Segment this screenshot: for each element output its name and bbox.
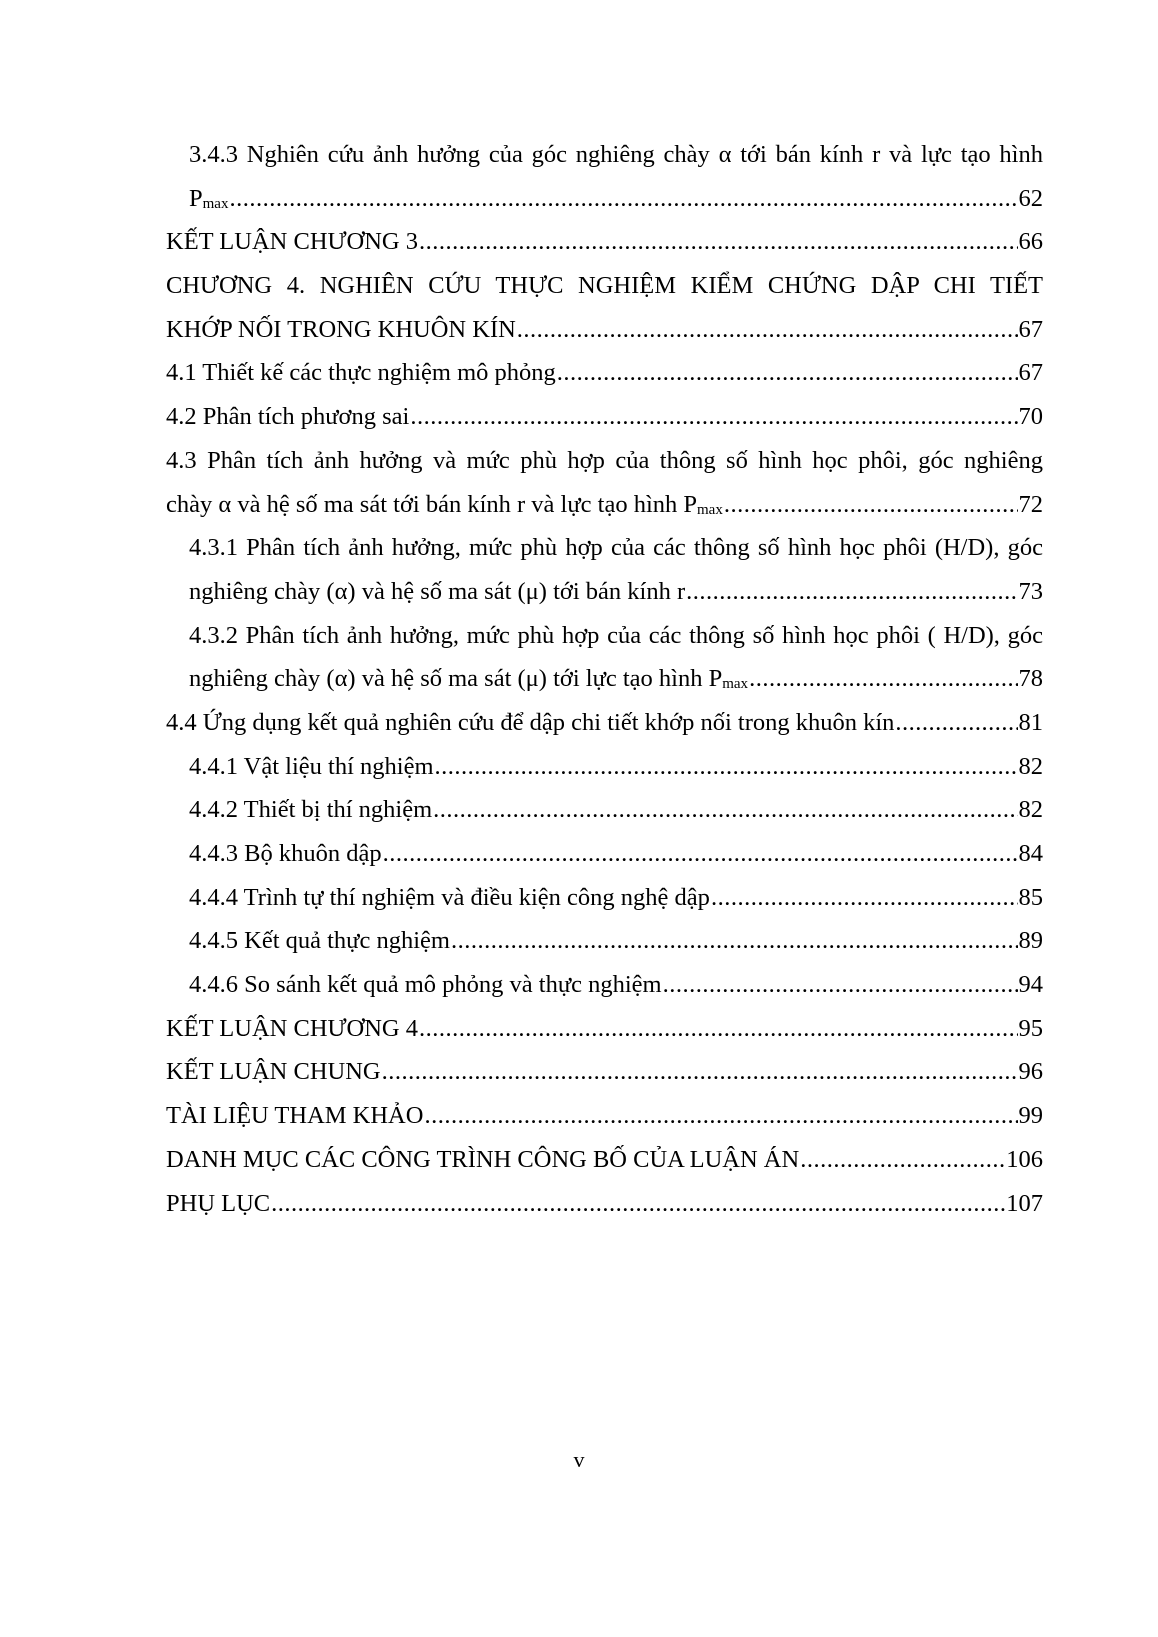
toc-entry-3-4-3-line1[interactable] (166, 133, 1043, 177)
toc-entry-4-4-6[interactable] (166, 963, 1043, 1007)
dot-leader (451, 919, 1018, 963)
toc-entry-4-3-line2[interactable] (166, 483, 1043, 527)
toc-entry-tai-lieu-tham-khao[interactable] (166, 1094, 1043, 1138)
dot-leader (383, 832, 1018, 876)
dot-leader (711, 876, 1018, 920)
toc-entry-chuong-4-line2[interactable] (166, 308, 1043, 352)
toc-entry-text: KẾT LUẬN CHƯƠNG 3 (166, 228, 418, 256)
toc-page-number: 84 (1018, 840, 1043, 867)
toc-entry-text: CHƯƠNG 4. NGHIÊN CỨU THỰC NGHIỆM KIỂM CHỨNG DẬP CHI TIẾT (166, 272, 1043, 300)
toc-page-number: 67 (1018, 315, 1043, 343)
toc-page-number: 89 (1018, 927, 1043, 955)
toc-entry-text: 4.4.3 Bộ khuôn dập (189, 840, 382, 867)
toc-entry-4-3-1-line1[interactable] (166, 526, 1043, 570)
toc-page-number: 107 (1006, 1189, 1043, 1217)
dot-leader (382, 1050, 1018, 1094)
toc-entry-phu-luc[interactable] (166, 1182, 1043, 1226)
dot-leader (419, 220, 1018, 264)
toc-entry-text: 4.4.2 Thiết bị thí nghiệm (189, 796, 433, 824)
dot-leader (663, 963, 1018, 1007)
toc-entry-4-4-2[interactable] (166, 788, 1043, 832)
toc-entry-text: 4.2 Phân tích phương sai (166, 403, 410, 431)
dot-leader (724, 483, 1018, 527)
toc-entry-text: KHỚP NỐI TRONG KHUÔN KÍN (166, 315, 516, 343)
dot-leader (686, 570, 1017, 614)
toc-entry-4-2[interactable] (166, 395, 1043, 439)
toc-entry-4-3-1-line2[interactable] (166, 570, 1043, 614)
toc-entry-4-4-5[interactable] (166, 919, 1043, 963)
toc-entry-4-4-3[interactable] (166, 832, 1043, 876)
toc-page-number: 73 (1018, 577, 1043, 605)
toc-entry-text: KẾT LUẬN CHUNG (166, 1058, 381, 1086)
toc-page-number: 72 (1018, 490, 1043, 518)
dot-leader (229, 177, 1017, 221)
dot-leader (895, 701, 1017, 745)
toc-entry-text: 4.3.1 Phân tích ảnh hưởng, mức phù hợp của các thông số hình học phôi (H/D), góc (189, 534, 1043, 562)
toc-page-number: 78 (1018, 665, 1043, 693)
toc-entry-4-4[interactable] (166, 701, 1043, 745)
toc-page-number: 70 (1018, 403, 1043, 431)
toc-entry-text: TÀI LIỆU THAM KHẢO (166, 1102, 424, 1130)
toc-entry-4-1[interactable] (166, 351, 1043, 395)
toc-entry-text: DANH MỤC CÁC CÔNG TRÌNH CÔNG BỐ CỦA LUẬN ÁN (166, 1145, 800, 1173)
toc-entry-text: 4.4 Ứng dụng kết quả nghiên cứu để dập chi tiết khớp nối trong khuôn kín (166, 708, 895, 736)
table-of-contents (166, 133, 1043, 1225)
toc-page-number: 94 (1018, 971, 1043, 999)
toc-entry-text: 4.4.4 Trình tự thí nghiệm và điều kiện công nghệ dập (189, 883, 710, 911)
toc-entry-text: chày α và hệ số ma sát tới bán kính r và lực tạo hình $P_{max}$ (166, 490, 723, 518)
toc-entry-4-3-2-line1[interactable] (166, 614, 1043, 658)
toc-entry-text: KẾT LUẬN CHƯƠNG 4 (166, 1014, 418, 1042)
toc-entry-danh-muc-cong-trinh[interactable] (166, 1138, 1043, 1182)
dot-leader (517, 308, 1018, 352)
toc-page-number: 106 (1006, 1145, 1043, 1173)
dot-leader (419, 1007, 1018, 1051)
dot-leader (433, 788, 1017, 832)
toc-entry-ket-luan-chuong-4[interactable] (166, 1007, 1043, 1051)
toc-entry-4-4-1[interactable] (166, 745, 1043, 789)
dot-leader (749, 657, 1017, 701)
toc-entry-text: nghiêng chày (α) và hệ số ma sát (μ) tới lực tạo hình $P_{max}$ (189, 665, 749, 693)
dot-leader (424, 1094, 1017, 1138)
toc-entry-text: 4.4.6 So sánh kết quả mô phỏng và thực nghiệm (189, 971, 662, 999)
toc-entry-ket-luan-chuong-3[interactable] (166, 220, 1043, 264)
toc-entry-text: $P_{max}$ (189, 184, 229, 212)
toc-entry-chuong-4-line1[interactable] (166, 264, 1043, 308)
page-number-folio: v (573, 1447, 585, 1472)
toc-page-number: 81 (1018, 708, 1043, 736)
toc-entry-text: 4.3 Phân tích ảnh hưởng và mức phù hợp của thông số hình học phôi, góc nghiêng (166, 446, 1043, 474)
toc-entry-text: 4.3.2 Phân tích ảnh hưởng, mức phù hợp của các thông số hình học phôi ( H/D), góc (189, 621, 1043, 649)
toc-entry-text: 4.1 Thiết kế các thực nghiệm mô phỏng (166, 359, 556, 387)
toc-page-number: 85 (1018, 883, 1043, 911)
toc-page-number: 95 (1018, 1014, 1043, 1042)
toc-entry-3-4-3-line2[interactable] (166, 177, 1043, 221)
toc-entry-text: 4.4.5 Kết quả thực nghiệm (189, 927, 450, 955)
toc-page-number: 62 (1018, 184, 1043, 212)
toc-entry-text: nghiêng chày (α) và hệ số ma sát (μ) tới bán kính r (189, 577, 686, 605)
toc-page-number: 67 (1018, 359, 1043, 387)
toc-entry-text: 3.4.3 Nghiên cứu ảnh hưởng của góc nghiêng chày α tới bán kính r và lực tạo hình (189, 141, 1043, 168)
toc-entry-4-4-4[interactable] (166, 876, 1043, 920)
toc-entry-4-3-line1[interactable] (166, 439, 1043, 483)
toc-page-number: 99 (1018, 1102, 1043, 1130)
toc-entry-4-3-2-line2[interactable] (166, 657, 1043, 701)
dot-leader (271, 1182, 1005, 1226)
toc-entry-text: PHỤ LỤC (166, 1189, 271, 1217)
dot-leader (435, 745, 1018, 789)
toc-page-number: 82 (1018, 796, 1043, 824)
toc-page-number: 82 (1018, 752, 1043, 780)
toc-entry-ket-luan-chung[interactable] (166, 1050, 1043, 1094)
dot-leader (557, 351, 1018, 395)
dot-leader (410, 395, 1017, 439)
dot-leader (800, 1138, 1005, 1182)
toc-page-number: 96 (1018, 1058, 1043, 1086)
toc-page-number: 66 (1018, 228, 1043, 256)
toc-entry-text: 4.4.1 Vật liệu thí nghiệm (189, 752, 434, 780)
